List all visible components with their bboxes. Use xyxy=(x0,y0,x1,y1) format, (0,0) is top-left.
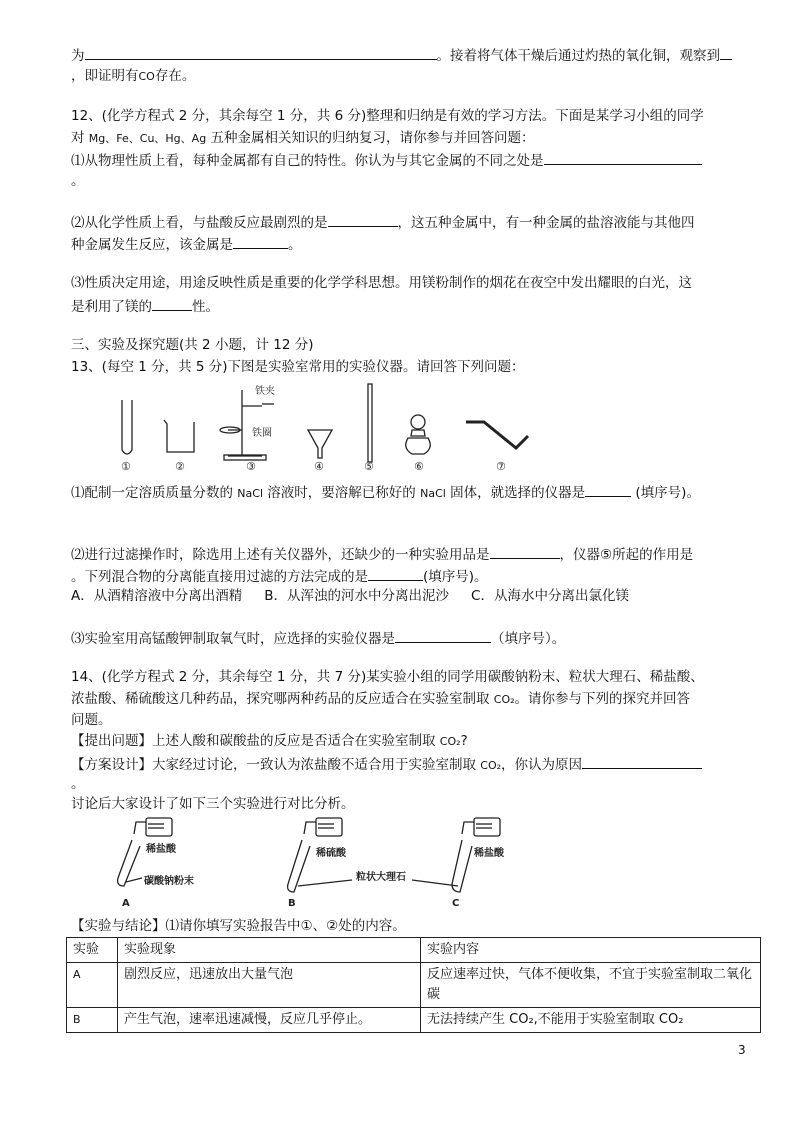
test-tube-icon xyxy=(288,840,310,892)
header-cell: 实验 xyxy=(67,938,118,963)
fig-num-2: ② xyxy=(175,460,185,473)
q14-text: ，你认为原因 xyxy=(501,757,583,773)
q14-design xyxy=(71,754,702,775)
formula-nacl: NaCl xyxy=(237,487,264,500)
test-tube-icon xyxy=(122,400,132,454)
setup-a-label: A xyxy=(122,898,130,909)
answer-blank[interactable] xyxy=(152,296,192,311)
setup-b-label: B xyxy=(288,898,296,909)
q11-text: 为 xyxy=(71,48,85,64)
answer-blank[interactable] xyxy=(328,212,398,227)
q12-p2 xyxy=(71,212,695,232)
q12-text: 是利用了镁的 xyxy=(71,299,152,315)
answer-blank[interactable] xyxy=(368,566,423,581)
table-cell: 产生气泡，速率迅速减慢，反应几乎停止。 xyxy=(118,1008,421,1033)
metals-list: Mg、Fe、Cu、Hg、Ag xyxy=(88,132,207,145)
q11-line-2 xyxy=(71,67,195,86)
fig-num-5: ⑤ xyxy=(364,460,374,473)
header-cell: 实验现象 xyxy=(118,938,421,963)
answer-blank[interactable] xyxy=(582,754,702,769)
q11-text: ，即证明有 xyxy=(71,68,139,84)
table-cell: 反应速率过快，气体不便收集，不宜于实验室制取二氧化碳 xyxy=(421,963,761,1008)
q13-text: 。下列混合物的分离能直接用过滤的方法完成的是 xyxy=(71,569,368,585)
q14-raise xyxy=(71,732,468,751)
test-tube-icon xyxy=(452,840,472,892)
q14-discuss: 讨论后大家设计了如下三个实验进行对比分析。 xyxy=(71,796,355,812)
q14-design-end: 。 xyxy=(71,776,85,792)
solid-bc-label: 粒状大理石 xyxy=(356,872,406,883)
fig-num-6: ⑥ xyxy=(414,460,424,473)
formula-co2: CO₂ xyxy=(439,735,461,748)
acid-c-label: 稀盐酸 xyxy=(474,848,504,859)
experiment-figure xyxy=(112,812,532,912)
clamp-label: 铁夹 xyxy=(255,386,275,397)
q13-p2-line2 xyxy=(71,566,488,586)
formula-co: CO xyxy=(138,70,155,83)
funnel-icon xyxy=(308,430,332,458)
q14-text: ? xyxy=(460,733,468,749)
alcohol-lamp-icon xyxy=(406,415,431,454)
q12-text: 五种金属相关知识的归纳复习，请你参与并回答问题： xyxy=(206,130,535,146)
q14-conclusion: 【实验与结论】⑴请你填写实验报告中①、②处的内容。 xyxy=(71,918,406,934)
q12-text: ，这五种金属中，有一种金属的盐溶液能与其他四 xyxy=(397,215,695,231)
table-cell: 剧烈反应，迅速放出大量气泡 xyxy=(118,963,421,1008)
fig-num-7: ⑦ xyxy=(496,460,506,473)
q12-p1 xyxy=(71,150,702,170)
q12-intro-2 xyxy=(71,129,534,148)
option-a: A．从酒精溶液中分离出酒精 xyxy=(71,588,243,604)
fig-num-3: ③ xyxy=(246,460,256,473)
q13-text: ⑵进行过滤操作时，除选用上述有关仪器外，还缺少的一种实验用品是 xyxy=(71,547,490,563)
fig-num-4: ④ xyxy=(314,460,324,473)
q12-text: 对 xyxy=(71,130,89,146)
table-row xyxy=(67,963,761,1008)
q14-text: 【提出问题】上述人酸和碳酸盐的反应是否适合在实验室制取 xyxy=(71,733,440,749)
answer-blank[interactable] xyxy=(395,628,491,643)
q13-text: （填序号）。 xyxy=(491,631,566,647)
q13-text: ⑶实验室用高锰酸钾制取氧气时，应选择的实验仪器是 xyxy=(71,631,395,647)
q12-text: ⑵从化学性质上看，与盐酸反应最剧烈的是 xyxy=(71,215,328,231)
q13-intro: 13、(每空 1 分，共 5 分)下图是实验室常用的实验仪器。请回答下列问题： xyxy=(71,359,525,375)
table-cell: A xyxy=(67,963,118,1008)
q12-p2-line2 xyxy=(71,234,302,254)
report-table xyxy=(66,937,761,1033)
reagent-bottle-icon xyxy=(474,818,500,836)
glass-rod-icon xyxy=(368,384,372,462)
q14-intro-1: 14、(化学方程式 2 分，其余每空 1 分，共 7 分)某实验小组的同学用碳酸钠粉末、粒状大理石、稀盐酸、 xyxy=(71,669,704,685)
reagent-bottle-icon xyxy=(316,818,342,836)
q11-text: 存在。 xyxy=(154,68,196,84)
q12-p3-line2 xyxy=(71,296,219,316)
q11-text: 。接着将气体干燥后通过灼热的氧化铜，观察到 xyxy=(436,48,720,64)
table-cell: B xyxy=(67,1008,118,1033)
reagent-bottle-icon xyxy=(146,818,172,836)
q14-text: 【方案设计】大家经过讨论，一致认为浓盐酸不适合用于实验室制取 xyxy=(71,757,481,773)
option-b: B．从浑浊的河水中分离出泥沙 xyxy=(264,588,450,604)
answer-blank[interactable] xyxy=(85,45,437,60)
q14-text: 浓盐酸、稀硫酸这几种药品，探究哪两种药品的反应适合在实验室制取 xyxy=(71,691,494,707)
option-c: C．从海水中分离出氯化镁 xyxy=(471,588,629,604)
q13-text: (填序号)。 xyxy=(423,569,488,585)
q13-options xyxy=(71,587,629,605)
beaker-icon xyxy=(164,420,194,452)
q13-p3 xyxy=(71,628,565,648)
answer-blank[interactable] xyxy=(720,45,732,60)
q13-p2 xyxy=(71,544,693,564)
q13-p1 xyxy=(71,482,700,503)
acid-b-label: 稀硫酸 xyxy=(316,848,346,859)
q12-text: 性。 xyxy=(192,299,219,315)
q12-p1-end: 。 xyxy=(71,173,85,189)
formula-nacl: NaCl xyxy=(420,487,446,500)
ring-label: 铁圈 xyxy=(252,428,272,439)
q14-intro-3: 问题。 xyxy=(71,712,112,728)
q13-text: ⑴配制一定溶质质量分数的 xyxy=(71,485,238,501)
q12-intro-1: 12、(化学方程式 2 分，其余每空 1 分，共 6 分)整理和归纳是有效的学习方法。下面是某学习小组的同学 xyxy=(71,108,704,124)
q12-p3: ⑶性质决定用途，用途反映性质是重要的化学学科思想。用镁粉制作的烟花在夜空中发出耀眼的白光，这 xyxy=(71,275,692,291)
q14-text: 。请你参与下列的探究并回答 xyxy=(514,691,691,707)
q13-text: (填序号)。 xyxy=(631,485,700,501)
formula-co2: CO₂ xyxy=(493,693,515,706)
table-header xyxy=(67,938,761,963)
q12-text: ⑴从物理性质上看，每种金属都有自己的特性。你认为与其它金属的不同之处是 xyxy=(71,153,544,169)
q13-text: ，仪器⑤所起的作用是 xyxy=(559,547,694,563)
table-cell: 无法持续产生 CO₂,不能用于实验室制取 CO₂ xyxy=(421,1008,761,1033)
q14-intro-2 xyxy=(71,690,690,709)
apparatus-figure xyxy=(112,378,552,474)
table-row xyxy=(67,1008,761,1033)
q12-text: 种金属发生反应，该金属是 xyxy=(71,237,233,253)
section-title: 三、实验及探究题(共 2 小题，计 12 分) xyxy=(71,337,314,353)
solid-a-label: 碳酸钠粉末 xyxy=(144,876,194,887)
answer-blank[interactable] xyxy=(490,544,560,559)
setup-c-label: C xyxy=(452,898,460,909)
q13-text: 溶液时，要溶解已称好的 xyxy=(263,485,421,501)
answer-blank[interactable] xyxy=(233,234,288,249)
page-number: 3 xyxy=(738,1043,746,1057)
iron-stand-icon xyxy=(220,390,274,460)
formula-co2: CO₂ xyxy=(480,759,502,772)
answer-blank[interactable] xyxy=(585,482,631,497)
bent-tube-icon xyxy=(466,422,528,448)
fig-num-1: ① xyxy=(121,460,131,473)
q13-text: 固体，就选择的仪器是 xyxy=(445,485,586,501)
q11-line-1 xyxy=(71,45,732,65)
acid-a-label: 稀盐酸 xyxy=(146,844,176,855)
q12-text: 。 xyxy=(288,237,302,253)
header-cell: 实验内容 xyxy=(421,938,761,963)
answer-blank[interactable] xyxy=(544,150,702,165)
